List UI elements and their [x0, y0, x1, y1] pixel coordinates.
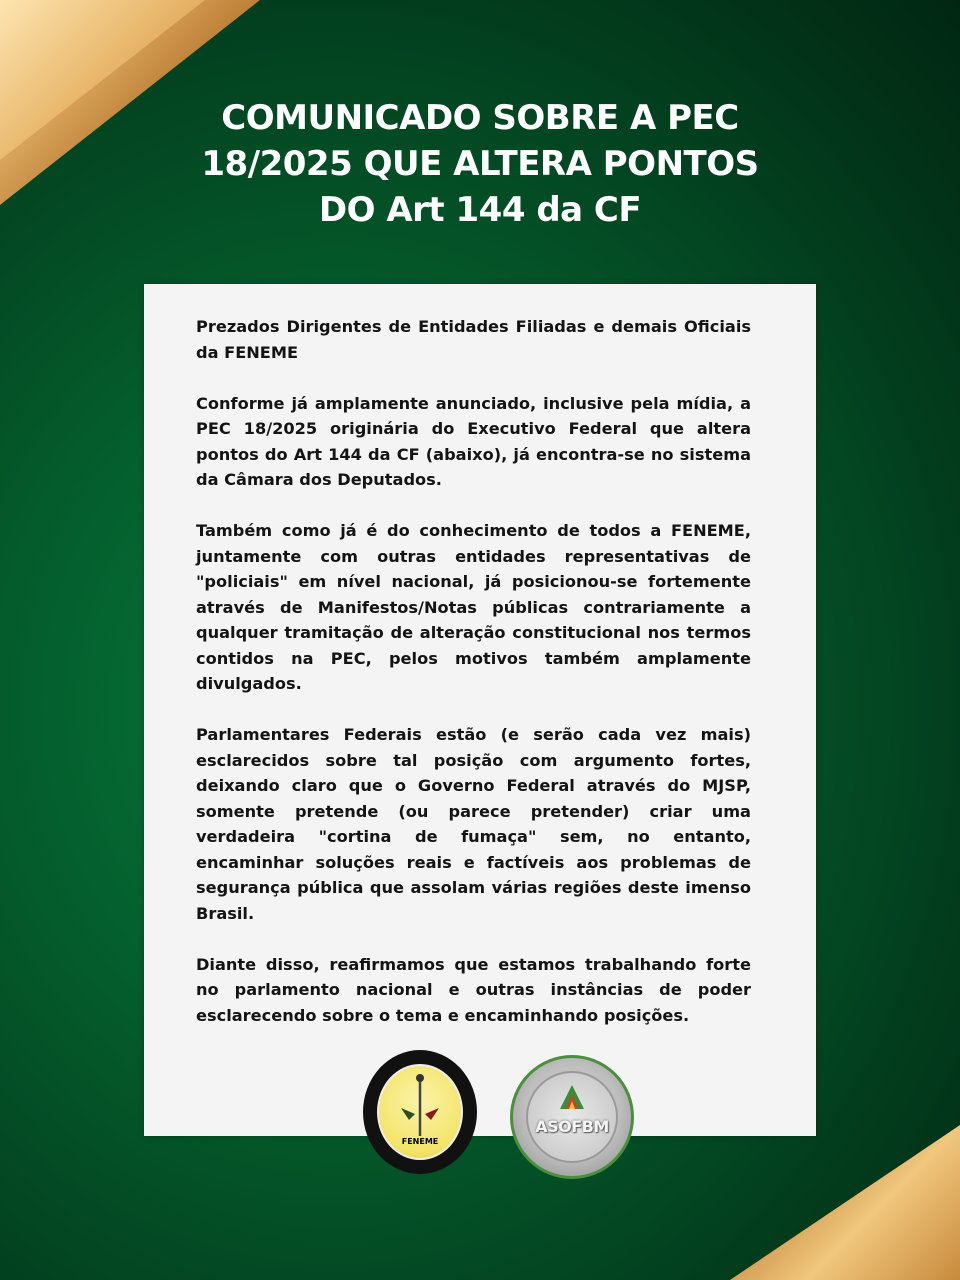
title-line-3: DO Art 144 da CF — [318, 190, 642, 230]
paragraph-3: Parlamentares Federais estão (e serão cada vez mais) esclarecidos sobre tal posição com argumento fortes, deixando claro que o Governo Federal através do MJSP, somente pretende (ou parece pretender) criar uma verdadeira "cortina de fumaça" sem, no entanto, encaminhar soluções reais e factíveis aos problemas de segurança pública que assolam várias regiões deste imenso Brasil. — [196, 725, 751, 923]
asofbm-logo — [510, 1055, 634, 1179]
paragraph-4: Diante disso, reafirmamos que estamos trabalhando forte no parlamento nacional e outras instâncias de poder esclarecendo sobre o tema e encaminhando posições. — [196, 954, 751, 1025]
feneme-logo — [363, 1050, 477, 1174]
asofbm-logo-label: ASOFBM — [535, 1116, 609, 1136]
paragraph-2: Também como já é do conhecimento de todos a FENEME, juntamente com outras entidades representativas de "policiais" em nível nacional, já posicionou-se fortemente através de Manifestos/Notas públicas contrariamente a qualquer tramitação de alteração constitucional nos termos contidos na PEC, pelos motivos também amplamente divulgados. — [196, 521, 751, 693]
paragraph-greeting: Prezados Dirigentes de Entidades Filiadas e demais Oficiais da FENEME — [196, 317, 751, 362]
asofbm-seal-icon — [526, 1071, 618, 1163]
paragraph-1: Conforme já amplamente anunciado, inclusive pela mídia, a PEC 18/2025 originária do Executivo Federal que altera pontos do Art 144 da CF (abaixo), já encontra-se no sistema da Câmara dos Deputados. — [196, 393, 751, 489]
gold-corner-bottom-right — [730, 1125, 960, 1280]
title-line-1: COMUNICADO SOBRE A PEC — [221, 98, 739, 138]
title-line-2: 18/2025 QUE ALTERA PONTOS — [201, 144, 759, 184]
page-title — [0, 95, 960, 233]
feneme-logo-label: FENEME — [401, 1137, 439, 1146]
message-body — [196, 314, 751, 1054]
feneme-shield-icon — [377, 1064, 463, 1160]
